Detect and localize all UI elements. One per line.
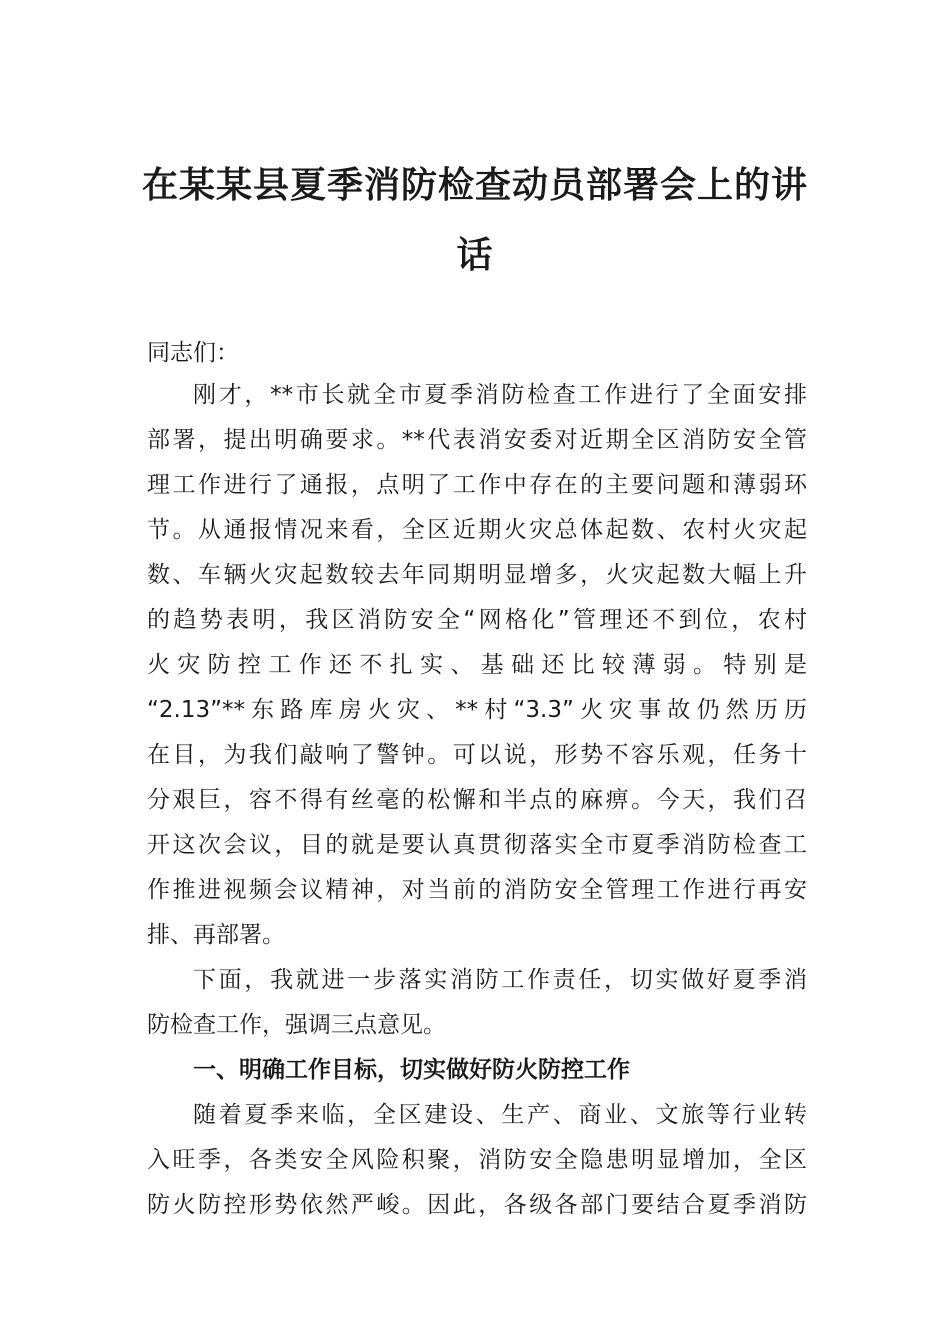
paragraph-line: 开这次会议，目的就是要认真贯彻落实全市夏季消防检查工 (147, 832, 807, 858)
salutation: 同志们： (147, 340, 239, 366)
paragraph-line: 刚才，**市长就全市夏季消防检查工作进行了全面安排 (193, 382, 807, 408)
document-title-line-2: 话 (456, 234, 494, 276)
paragraph-line: 防检查工作，强调三点意见。 (147, 1012, 446, 1038)
paragraph-line: 随着夏季来临，全区建设、生产、商业、文旅等行业转 (193, 1102, 807, 1128)
paragraph-line: 部署，提出明确要求。**代表消安委对近期全区消防安全管 (147, 427, 807, 453)
paragraph-line: 火灾防控工作还不扎实、基础还比较薄弱。特别是 (147, 652, 807, 678)
paragraph-line: 理工作进行了通报，点明了工作中存在的主要问题和薄弱环 (147, 472, 807, 498)
paragraph-line: “2.13”**东路库房火灾、**村“3.3”火灾事故仍然历历 (147, 697, 807, 723)
paragraph-line: 防火防控形势依然严峻。因此，各级各部门要结合夏季消防 (147, 1192, 807, 1218)
section-heading: 一、明确工作目标，切实做好防火防控工作 (193, 1057, 630, 1083)
paragraph-line: 入旺季，各类安全风险积聚，消防安全隐患明显增加，全区 (147, 1147, 807, 1173)
document-title-line-1: 在某某县夏季消防检查动员部署会上的讲 (141, 164, 808, 206)
paragraph-line: 数、车辆火灾起数较去年同期明显增多，火灾起数大幅上升 (147, 562, 807, 588)
paragraph-line: 排、再部署。 (147, 922, 285, 948)
paragraph-line: 的趋势表明，我区消防安全“网格化”管理还不到位，农村 (147, 607, 807, 633)
paragraph-line: 在目，为我们敲响了警钟。可以说，形势不容乐观，任务十 (147, 742, 807, 768)
paragraph-line: 下面，我就进一步落实消防工作责任，切实做好夏季消 (193, 967, 807, 993)
paragraph-line: 节。从通报情况来看，全区近期火灾总体起数、农村火灾起 (147, 517, 807, 543)
paragraph-line: 作推进视频会议精神，对当前的消防安全管理工作进行再安 (147, 877, 807, 903)
paragraph-line: 分艰巨，容不得有丝毫的松懈和半点的麻痹。今天，我们召 (147, 787, 807, 813)
